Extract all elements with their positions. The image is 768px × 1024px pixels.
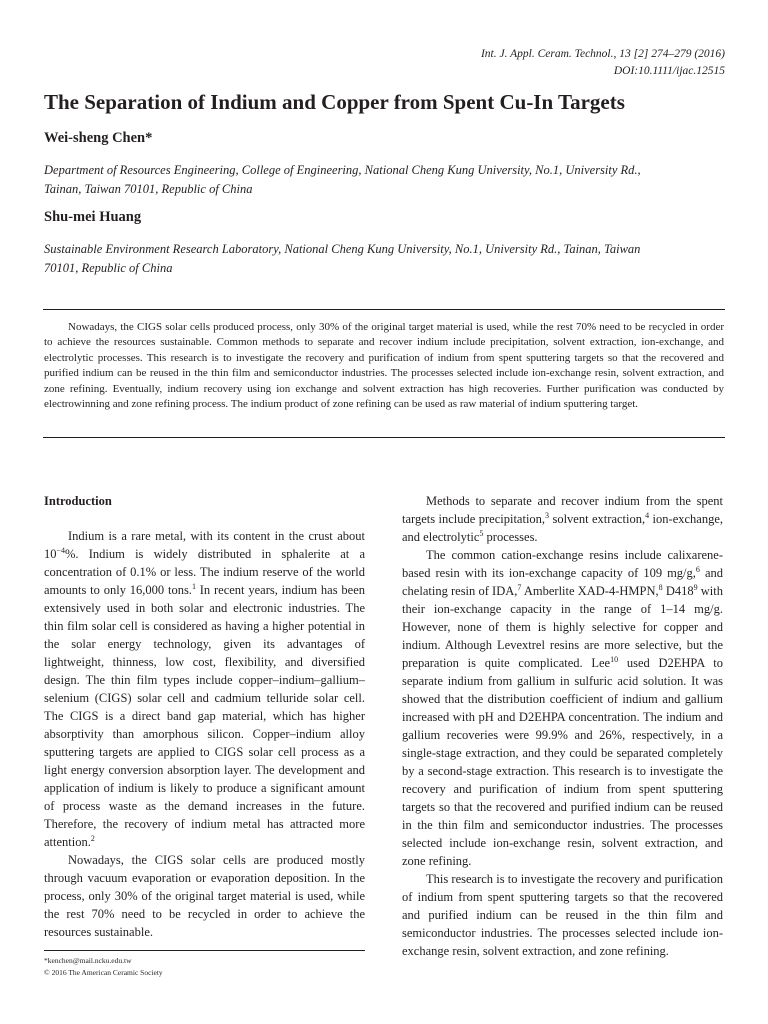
- author-name: Wei-sheng Chen*: [44, 130, 153, 146]
- citation-ref: 10: [610, 654, 619, 664]
- author-name: Shu-mei Huang: [44, 209, 142, 225]
- affiliation-line: Sustainable Environment Research Laboratory, National Cheng Kung University, No.1, University Rd., Tainan, Taiwan: [44, 242, 641, 256]
- footnote: [44, 950, 365, 979]
- body-paragraph: Methods to separate and recover indium from the spent targets include precipitation,$^3$ solvent extraction,$^4$ ion-exchange, and electrolytic$^5$ processes.: [402, 494, 724, 544]
- affiliation-line: 70101, Republic of China: [44, 261, 173, 275]
- citation-ref: 3: [545, 510, 550, 520]
- intro-paragraph: Indium is a rare metal, with its content in the crust about $10^{-4}\%$. Indium is widely distributed in sphalerite at a concentration of 0.1% or less. The indium reserve of the world amounts to only 16,000 tons.$^1$ In recent years, indium has been extensively used in both solar and electronic industries. The thin film solar cell is considered as having a higher potential in the solar energy technology, given its advantages of lightweight, thinness, low cost, flexibility, and diversified design. The thin film types include copper–indium–gallium–selenium (CIGS) solar cell and cadmium telluride solar cell. The CIGS is a direct band gap material, which has higher absorptivity than amorphous silicon. Copper–indium alloy sputtering targets are applied to CIGS solar cell process as a light energy conversion absorption layer. The development and application of indium is likely to produce a significant amount of process waste as the demand increases in the future. Therefore, the recovery of indium metal has attracted more attention.$^2$: [44, 529, 365, 849]
- paper-title: The Separation of Indium and Copper from Spent Cu-In Targets: [44, 90, 625, 114]
- superscript: −4: [56, 545, 66, 555]
- citation-ref: 2: [90, 833, 95, 843]
- journal-citation: [481, 46, 725, 80]
- left-column: [44, 492, 365, 941]
- corresponding-email[interactable]: *kenchen@mail.ncku.edu.tw: [44, 956, 132, 965]
- citation-ref: 8: [658, 582, 663, 592]
- citation-ref: 1: [191, 581, 196, 591]
- doi: DOI:10.1111/ijac.12515: [613, 65, 725, 77]
- body-paragraph: This research is to investigate the recovery and purification of indium from spent sputtering targets so that the recovered and purified indium can be reused in the thin film and semiconductor industries. The processes selected include ion-exchange resin, solvent extraction, and zone refining.: [402, 872, 723, 958]
- citation-ref: 9: [693, 582, 698, 592]
- journal-reference: Int. J. Appl. Ceram. Technol., 13 [2] 274–279 (2016): [480, 48, 725, 60]
- citation-ref: 5: [479, 528, 484, 538]
- abstract-box: [43, 309, 725, 438]
- right-column: [402, 492, 723, 960]
- body-paragraph: The common cation-exchange resins include calixarene-based resin with its ion-exchange capacity of 109 mg/g,$^6$ and chelating resin of IDA,$^7$ Amberlite XAD-4-HMPN,$^8$ $D418^9$ with their ion-exchange capacity in the range of 1–14 mg/g. However, none of them is highly selective for copper and indium. Although Levextrel resins are more selective, but the preparation is quite complicated. Lee$^{10}$ used D2EHPA to separate indium from gallium in sulfuric acid solution. It was showed that the distribution coefficient of indium and gallium increased with pH and D2EHPA concentration. The indium and gallium recoveries were 99.9% and 26%, respectively, in a single-stage extraction, and they could be separated completely by a second-stage extraction. This research is to investigate the recovery and purification of indium from spent sputtering targets so that the recovered and purified indium can be reused in the thin film and semiconductor industries. The processes selected include ion-exchange resin, solvent extraction, and zone refining.: [402, 548, 724, 868]
- affiliation-line: Tainan, Taiwan 70101, Republic of China: [44, 182, 253, 196]
- section-heading-introduction: Introduction: [44, 494, 112, 508]
- copyright-notice: © 2016 The American Ceramic Society: [44, 968, 163, 977]
- citation-ref: 6: [695, 564, 700, 574]
- affiliation-line: Department of Resources Engineering, College of Engineering, National Cheng Kung University, No.1, University Rd.,: [44, 163, 641, 177]
- intro-paragraph: Nowadays, the CIGS solar cells are produced mostly through vacuum evaporation or evaporation deposition. In the process, only 30% of the original target material is used, while the rest 70% need to be recycled in order to achieve the resources sustainable.: [44, 853, 365, 939]
- abstract-text: Nowadays, the CIGS solar cells produced process, only 30% of the original target material is used, while the rest 70% need to be recycled in order to achieve the resources sustainable. Common methods to separate and recover indium include precipitation, solvent extraction, ion-exchange, and electrolytic processes. This research is to investigate the recovery and purification of indium from spent sputtering targets so that the recovered and purified indium can be reused in the thin film and semiconductor industries. The processes selected include ion-exchange resin, solvent extraction, and zone refining. Eventually, indium recovery using ion exchange and solvent extraction has high recoveries. Further purification was conducted by electrowinning and zone refining process. The indium product of zone refining can be used as raw material of indium sputtering target.: [44, 321, 724, 411]
- author-affiliation: [44, 240, 734, 278]
- author-affiliation: [44, 161, 734, 199]
- citation-ref: 4: [645, 510, 650, 520]
- citation-ref: 7: [517, 582, 522, 592]
